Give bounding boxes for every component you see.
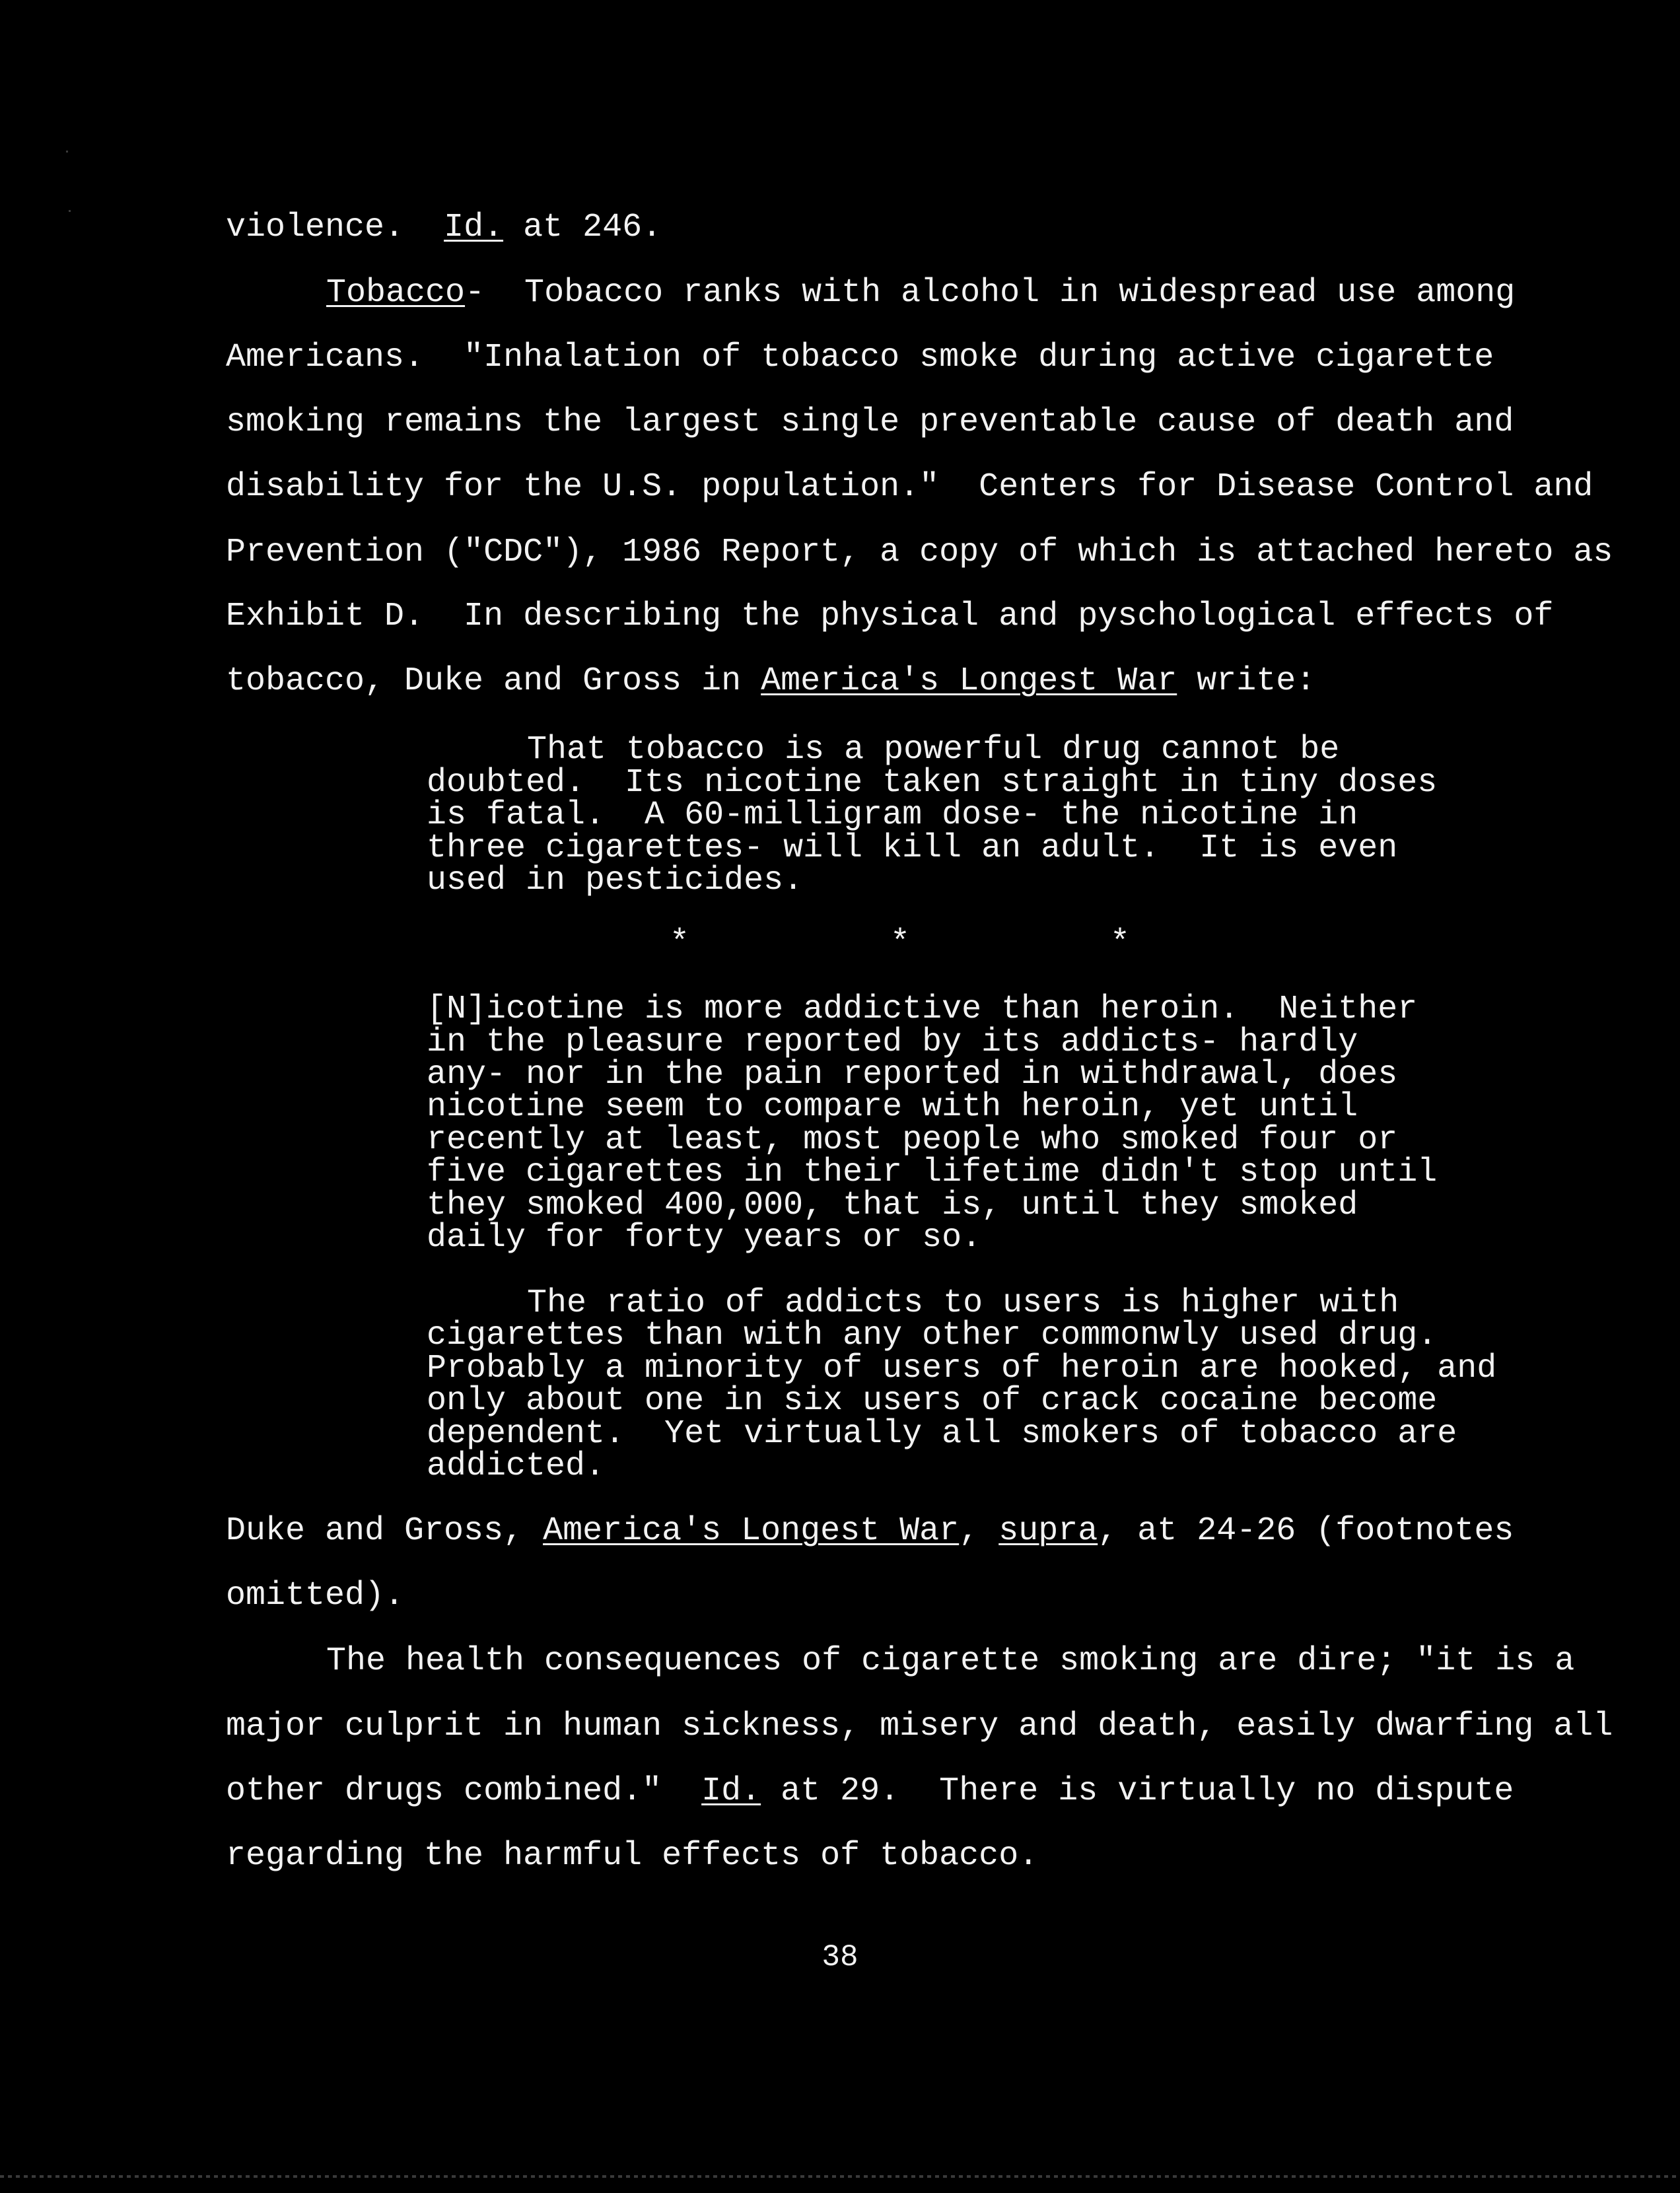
text-span: write:	[1177, 662, 1316, 700]
quote-line: daily for forty years or so.	[427, 1219, 982, 1257]
quote-line: addicted.	[427, 1447, 606, 1485]
page-number: 38	[822, 1940, 858, 1974]
body-line: The health consequences of cigarette smoking are dire; "it is a	[326, 1642, 1575, 1680]
text-span: , at 24-26 (footnotes	[1098, 1512, 1514, 1550]
body-line	[226, 1772, 1514, 1811]
quote-line: cigarettes than with any other commonwly used drug.	[427, 1317, 1438, 1354]
quote-line: That tobacco is a powerful drug cannot be	[527, 731, 1340, 769]
quote-line: used in pesticides.	[427, 862, 804, 899]
body-line	[226, 209, 662, 247]
quote-line: [N]icotine is more addictive than heroin. Neither	[427, 991, 1418, 1028]
citation-line: omitted).	[226, 1577, 405, 1615]
book-title: America's Longest War	[543, 1512, 960, 1550]
text-span: - Tobacco ranks with alcohol in widespread use among	[465, 274, 1516, 312]
star: *	[670, 924, 690, 962]
quote-line: The ratio of addicts to users is higher with	[527, 1284, 1399, 1322]
ellipsis-stars	[0, 924, 1680, 964]
quote-line: recently at least, most people who smoked four or	[427, 1121, 1398, 1159]
quote-line: five cigarettes in their lifetime didn't stop until	[427, 1154, 1438, 1191]
quote-line: they smoked 400,000, that is, until they smoked	[427, 1187, 1358, 1224]
body-line: Exhibit D. In describing the physical and pyschological effects of	[226, 598, 1554, 635]
text-span: other drugs combined."	[226, 1772, 702, 1810]
speck	[69, 210, 71, 212]
quote-line: is fatal. A 60-milligram dose- the nicotine in	[427, 796, 1358, 834]
body-line: Prevention ("CDC"), 1986 Report, a copy of which is attached hereto as	[226, 534, 1613, 571]
body-line	[326, 274, 1515, 312]
body-line	[226, 662, 1315, 701]
citation-supra: supra	[998, 1512, 1098, 1550]
quote-line: dependent. Yet virtually all smokers of tobacco are	[427, 1415, 1457, 1453]
speck	[66, 151, 68, 153]
text-span: at 246.	[503, 209, 662, 246]
quote-line: in the pleasure reported by its addicts- hardly	[427, 1024, 1358, 1061]
star: *	[1110, 924, 1131, 962]
body-line: regarding the harmful effects of tobacco.	[226, 1837, 1039, 1875]
citation-line	[226, 1512, 1514, 1550]
body-line: disability for the U.S. population." Centers for Disease Control and	[226, 468, 1593, 506]
star: *	[890, 924, 911, 962]
text-span: tobacco, Duke and Gross in	[226, 662, 761, 700]
quote-line: only about one in six users of crack cocaine become	[427, 1382, 1438, 1420]
body-line: smoking remains the largest single preventable cause of death and	[226, 403, 1514, 441]
text-span: Duke and Gross,	[226, 1512, 543, 1550]
quote-line: Probably a minority of users of heroin are hooked, and	[427, 1350, 1497, 1387]
citation-id: Id.	[701, 1772, 761, 1810]
text-span: violence.	[226, 209, 444, 246]
text-span: ,	[959, 1512, 999, 1550]
section-heading: Tobacco	[326, 274, 466, 312]
citation-id: Id.	[444, 209, 504, 246]
book-title: America's Longest War	[761, 662, 1177, 700]
text-span: at 29. There is virtually no dispute	[761, 1772, 1514, 1810]
scan-edge	[0, 2175, 1680, 2178]
quote-line: three cigarettes- will kill an adult. It is even	[427, 829, 1398, 867]
quote-line: doubted. Its nicotine taken straight in tiny doses	[427, 764, 1438, 802]
body-line: major culprit in human sickness, misery and death, easily dwarfing all	[226, 1708, 1613, 1745]
quote-line: nicotine seem to compare with heroin, yet until	[427, 1088, 1358, 1126]
quote-line: any- nor in the pain reported in withdrawal, does	[427, 1056, 1398, 1094]
body-line: Americans. "Inhalation of tobacco smoke during active cigarette	[226, 339, 1494, 376]
